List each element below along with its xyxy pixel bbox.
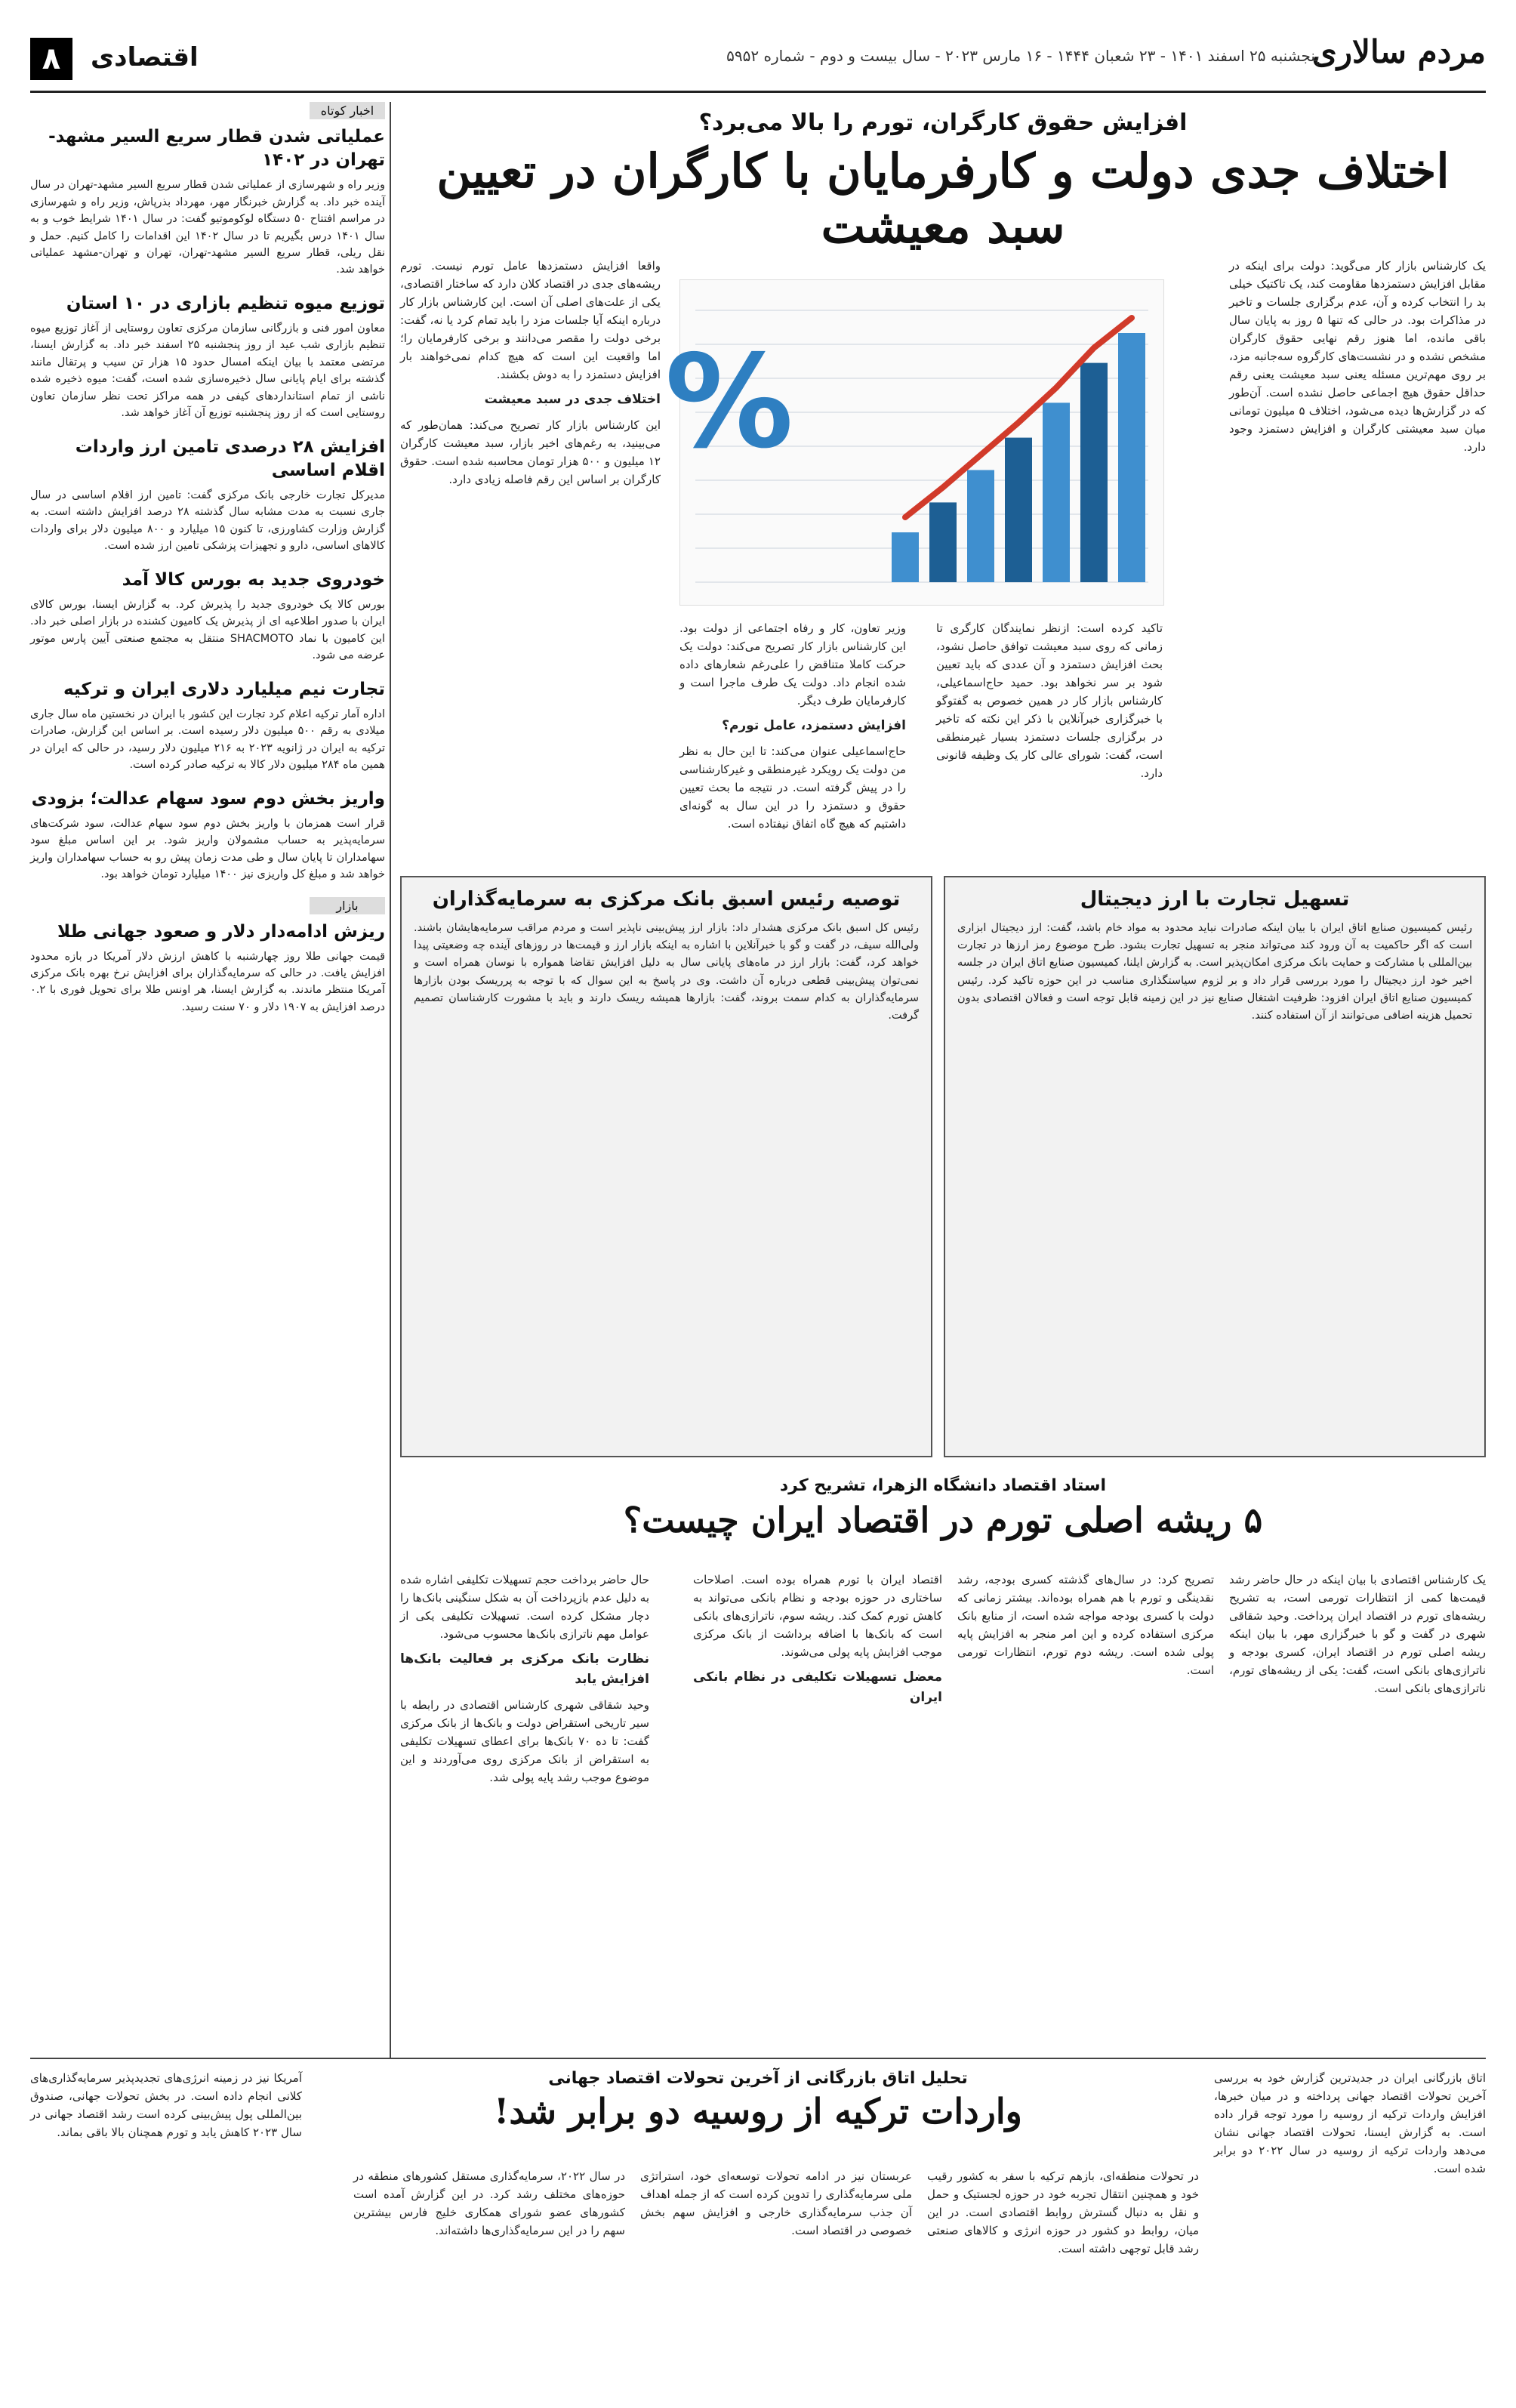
- bottom-column-4: [353, 2167, 625, 2240]
- side-story-body: قیمت جهانی طلا روز چهارشنبه با کاهش ارزش دلار آمریکا در بازه محدود افزایش یافت. در حالی که سرمایه‌گذاران برای افزایش نرخ بهره بانک مرکزی آمریکا منتظر ماندند. به گزارش ایسنا، هر اونس طلا برای تحویل فوری با ۰.۲ درصد افزایش به ۱۹۰۷ دلار و ۷۰ سنت رسید.: [30, 950, 385, 1013]
- chart-bar: [1005, 438, 1032, 582]
- lead-subhead: اختلاف جدی در سبد معیشت: [484, 392, 661, 407]
- side-story: [30, 436, 385, 555]
- feature-subhead: نظارت بانک مرکزی بر فعالیت بانک‌ها افزایش یابد: [400, 1651, 649, 1688]
- bottom-paragraph: در تحولات منطقه‌ای، بازهم ترکیه با سفر به کشور رقیب خود و همچنین انتقال تجربه خود در حوزه لجستیک و حمل و نقل به دنبال گسترش روابط اقتصادی است. در این میان، روابط دو کشور در حوزه انرژی و کالاهای صنعتی رشد قابل توجهی داشته است.: [927, 2169, 1199, 2255]
- feature-paragraph: حال حاضر برداخت حجم تسهیلات تکلیفی اشاره شده به دلیل عدم بازپرداخت آن به شکل سنگینی بانک‌ها را دچار مشکل کرده است. تسهیلات تکلیفی یکی از عوامل مهم ناترازی بانک‌ها محسوب می‌شود.: [400, 1573, 649, 1641]
- lead-column-1: [1229, 257, 1486, 456]
- lead-column-2: [400, 257, 661, 489]
- box-title: تسهیل تجارت با ارز دیجیتال: [1080, 888, 1350, 911]
- bottom-paragraph: عربستان نیز در ادامه تحولات توسعه‌ای خود، استراتژی ملی سرمایه‌گذاری را تدوین کرده است که از جمله اهداف آن جذب سرمایه‌گذاری خارجی و افزایش سهم بخش خصوصی در اقتصاد است.: [640, 2169, 912, 2237]
- feature-paragraph: تصریح کرد: در سال‌های گذشته کسری بودجه، رشد نقدینگی و تورم با هم همراه بوده‌اند. بیشتر زمانی که دولت با کسری بودجه مواجه شده است، از منابع بانک مرکزی استفاده کرده و این امر منجر به افزایش پایه پولی شده است. ریشه دوم تورم، انتظارات تورمی است.: [957, 1573, 1214, 1677]
- lead-headline: اختلاف جدی دولت و کارفرمایان با کارگران در تعیین سبد معیشت: [436, 143, 1450, 254]
- masthead: [30, 30, 1486, 93]
- bottom-paragraph: در سال ۲۰۲۲، سرمایه‌گذاری مستقل کشورهای منطقه در حوزه‌های مختلف رشد کرد. در این گزارش آمده است کشورهای عضو شورای همکاری خلیج فارس بیشترین سهم را در این سرمایه‌گذاری‌ها داشته‌اند.: [353, 2169, 625, 2237]
- chart-bar: [929, 502, 957, 582]
- feature-paragraph: یک کارشناس اقتصادی با بیان اینکه در حال حاضر رشد قیمت‌ها کمی از انتظارات تورمی است، به تشریح ریشه‌های تورم در اقتصاد ایران پرداخت. وحید شقاقی شهری در گفت و گو با خبرگزاری مهر، با بیان اینکه ریشه اصلی تورم در اقتصاد ایران، کسری بودجه و ناترازی‌های بانکی است، گفت: یکی از ریشه‌های تورم، ناترازی‌های بانکی است.: [1229, 1573, 1486, 1695]
- chart-bar: [967, 470, 994, 583]
- bottom-kicker: تحلیل اتاق بازرگانی از آخرین تحولات اقتصاد جهانی: [548, 2069, 968, 2088]
- central-bank-advice-box: [400, 876, 932, 1457]
- feature-paragraph: اقتصاد ایران با تورم همراه بوده است. اصلاحات ساختاری در حوزه بودجه و نظام بانکی می‌تواند به کاهش تورم کمک کند. ریشه سوم، ناترازی‌های بانکی است که بانک‌ها با اضافه برداشت از بانک مرکزی موجب افزایش پایه پولی می‌شوند.: [693, 1573, 942, 1659]
- side-story-title: توزیع میوه تنظیم بازاری در ۱۰ استان: [66, 293, 385, 313]
- side-story-body: وزیر راه و شهرسازی از عملیاتی شدن قطار سریع السیر مشهد-تهران در سال آینده خبر داد. به گزارش خبرنگار مهر، مهرداد بذرپاش، وزیر راه و شهرسازی در مراسم افتتاح ۵۰ دستگاه لوکوموتیو گفت: در سال ۱۴۰۱ شرایط خوب و به سال ۱۴۰۱ درس بگیریم تا در سال ۱۴۰۲ این اقدامات را کامل کنیم. حمل و نقل ریلی، قطار سریع السیر مشهد-تهران، تهران و تهران-مشهد عملیاتی خواهد شد.: [30, 179, 386, 276]
- side-story-body: بورس کالا یک خودروی جدید را پذیرش کرد. به گزارش ایسنا، بورس کالای ایران با صدور اطلاعیه ای از پذیرش یک کامیون کشنده در بازار اصلی خبر داد. این کامیون با نماد SHACMOTO منتقل به مجتمع صنعتی آیین پارس موتور عرضه می شود.: [30, 598, 386, 662]
- feature-column-4: [400, 1571, 649, 1787]
- percent-icon: %: [664, 328, 793, 477]
- feature-subhead: معضل تسهیلات تکلیفی در نظام بانکی ایران: [693, 1670, 942, 1706]
- side-story-body: قرار است همزمان با واریز بخش دوم سود سهام عدالت، سود شرکت‌های سرمایه‌پذیر به حساب مشمولان واریز شود. بر این اساس مبلغ سود سهامداران تا پایان سال و طی مدت زمان پیش رو به حساب سهامداران واریز خواهد شد و مبلغ کل واریزی نیز ۱۴۰۰ میلیارد تومان خواهد بود.: [30, 817, 385, 881]
- chart-bar: [1118, 333, 1145, 582]
- side-story-title: واریز بخش دوم سود سهام عدالت؛ بزودی: [31, 788, 385, 809]
- side-story: [30, 125, 385, 279]
- side-story: [30, 788, 385, 883]
- section-title: اقتصادی: [91, 42, 199, 72]
- side-story: [30, 678, 385, 774]
- lead-paragraph: وزیر تعاون، کار و رفاه اجتماعی از دولت بود. این کارشناس بازار کار تصریح می‌کند: دولت یک حرکت کاملا متناقض را علی‌رغم شعارهای داده شده انجام داد. دولت یک طرف ماجرا است و کارفرمایان طرف دیگر.: [679, 621, 906, 708]
- side-story-title: عملیاتی شدن قطار سریع السیر مشهد-تهران در ۱۴۰۲: [48, 127, 385, 171]
- chart-bar: [1080, 363, 1108, 582]
- side-story-body: مدیرکل تجارت خارجی بانک مرکزی گفت: تامین ارز اقلام اساسی در سال جاری نسبت به مدت مشابه سال گذشته ۲۸ درصد افزایش داشته است. به گزارش وزارت کشاورزی، تا کنون ۱۵ میلیارد و ۸۰۰ میلیون دلار برای واردات کالاهای اساسی، دارو و تجهیزات پزشکی تامین ارز شده است.: [30, 489, 386, 553]
- bottom-column-5: [30, 2069, 302, 2141]
- side-story: [30, 920, 385, 1016]
- side-story-title: افزایش ۲۸ درصدی تامین ارز واردات اقلام اساسی: [75, 436, 385, 480]
- side-story-body: اداره آمار ترکیه اعلام کرد تجارت این کشور با ایران در نخستین ماه سال جاری میلادی به رقم ۵۰۰ میلیون دلار رسیده است. بر اساس این گزارش، صادرات ترکیه به ایران در ژانویه ۲۰۲۳ به ۲۱۶ میلیون دلار رسید، در حالی که ایران در همین ماه ۲۸۴ میلیون دلار کالا به ترکیه صادر کرده است.: [30, 708, 385, 772]
- bottom-column-2: [927, 2167, 1199, 2258]
- chart-svg: [664, 280, 1163, 605]
- lead-column-4: [936, 619, 1163, 782]
- lead-paragraph: این کارشناس بازار کار تصریح می‌کند: همان‌طور که می‌بینید، به رغم‌های اخیر بازار، سبد معیشت کارگران ۱۲ میلیون و ۵۰۰ هزار تومان محاسبه شده است. حقوق کارگران بر اساس این رقم فاصله زیادی دارد.: [400, 418, 661, 487]
- lead-paragraph: تاکید کرده است: ازنظر نمایندگان کارگری تا زمانی که روی سبد معیشت توافق حاصل نشود، بحث افزایش دستمزد و آن عددی که باید تعیین شود بر سر نخواهد بود. حمید حاج‌اسماعیلی، کارشناس بازار کار در همین خصوص به گفتوگو با خبرگزاری خبرآنلاین با ذکر این نکته که تاخیر در برگزاری جلسات دستمزد بسیار غیرمنطقی است، گفت: شورای عالی کار یک وظیفه قانونی دارد.: [936, 621, 1163, 780]
- side-story-title: تجارت نیم میلیارد دلاری ایران و ترکیه: [63, 679, 385, 699]
- bottom-column-1: [1214, 2069, 1486, 2178]
- lead-paragraph: حاج‌اسماعیلی عنوان می‌کند: تا این حال به نظر من دولت یک رویکرد غیرمنطقی و غیرکارشناسی را در پیش گرفته است. در نتیجه ما بحث تعیین حقوق و دستمزد را در این سال به گونه‌ای داشتیم که هیچ گاه اتفاق نیفتاده است.: [679, 745, 906, 831]
- issue-line: پنجشنبه ۲۵ اسفند ۱۴۰۱ - ۲۳ شعبان ۱۴۴۴ - ۱۶ مارس ۲۰۲۳ - سال بیست و دوم - شماره ۵۹۵۲: [726, 47, 1320, 65]
- feature-kicker: استاد اقتصاد دانشگاه الزهرا، تشریح کرد: [779, 1476, 1107, 1495]
- feature-column-3: [693, 1571, 942, 1714]
- bottom-paragraph: اتاق بازرگانی ایران در جدیدترین گزارش خود به بررسی آخرین تحولات اقتصاد جهانی پرداخته و در میان خبرها، افزایش واردات ترکیه از روسیه را مورد توجه قرار داده است. به گزارش ایسنا، تحولات اقتصاد جهانی نشان می‌دهد واردات ترکیه از روسیه در سال ۲۰۲۲ دو برابر شده است.: [1214, 2071, 1487, 2175]
- feature-paragraph: وحید شقاقی شهری کارشناس اقتصادی در رابطه با سیر تاریخی استقراض دولت و بانک‌ها از بانک مرکزی گفت: تا ده ۷۰ بانک‌ها برای اعطای تسهیلات تکلیفی به استقراض از بانک مرکزی روی می‌آوردند و این موضوع موجب رشد پایه پولی شد.: [400, 1698, 649, 1785]
- feature-headline: ۵ ریشه اصلی تورم در اقتصاد ایران چیست؟: [623, 1500, 1263, 1540]
- box-body: رئیس کمیسیون صنایع اتاق ایران با بیان اینکه صادرات نباید محدود به مواد خام باشد، گفت: ارز دیجیتال ابزاری است که اگر حاکمیت به آن ورود کند می‌تواند منجر به تسهیل تجارت بشود. طرح موضوع رمز ارزها در تجارت بین‌المللی با مشارکت و حمایت بانک مرکزی امکان‌پذیر است. به گزارش ایلنا، کمیسیون صنایع اتاق ایران در جلسه اخیر خود ارز دیجیتال را مورد بررسی قرار داد و بر لزوم سیاستگذاری مناسب در این حوزه تاکید کرد. رئیس کمیسیون صنایع اتاق ایران افزود: ظرفیت اشتغال صنایع نیز در این زمینه قابل توجه است و فعالان اقتصادی بدون تحمیل هزینه اضافی می‌توانند از آن استفاده کنند.: [957, 922, 1472, 1022]
- news-tag: اخبار کوتاه: [310, 102, 385, 119]
- side-story: [30, 569, 385, 664]
- lead-paragraph: یک کارشناس بازار کار می‌گوید: دولت برای اینکه در مقابل افزایش دستمزدها مقاومت کند، یک تاکتیک خیلی بد را انتخاب کرده و آن، عدم برگزاری جلسات و تاخیر در مذاکرات بود. در حالی که تنها ۵ روز به پایان سال باقی مانده، اما هنوز رقم نهایی حقوق کارگران مشخص نشده و در نشست‌های کارگروه سه‌جانبه مزد، بر روی مهم‌ترین مسئله یعنی سبد معیشت یعنی رقم حداقل حقوق هیچ اجماعی حاصل نشده است. آن‌طور که در گزارش‌ها دیده می‌شود، اختلاف ۵ میلیون تومانی میان سبد معیشتی کارگران و افزایش دستمزد وجود دارد.: [1229, 259, 1487, 454]
- chart-bar: [892, 532, 919, 582]
- side-story-title: خودروی جدید به بورس کالا آمد: [122, 569, 385, 590]
- chart-bar: [1043, 402, 1070, 582]
- side-story-body: معاون امور فنی و بازرگانی سازمان مرکزی تعاون روستایی از آغاز توزیع میوه تنظیم بازاری شب عید از روز پنجشنبه ۲۵ اسفند خبر داد. به گزارش ایسنا، مرتضی معتمد با بیان اینکه امسال حدود ۱۵ هزار تن سیب و پرتقال مانند گذشته برای ایام پایانی سال ذخیره‌سازی شده است، گفت: میوه ذخیره شده ناشی از تمام استانداردهای کیفی در همه مراکز تحت نظر سازمان تعاون روستایی است که از روز پنجشنبه توزیع آن آغاز خواهد شد.: [30, 322, 385, 420]
- page-number: ۸: [30, 38, 72, 80]
- side-story-title: ریزش ادامه‌دار دلار و صعود جهانی طلا: [57, 921, 385, 942]
- lead-column-3: [679, 619, 906, 833]
- bottom-column-3: [640, 2167, 912, 2240]
- side-story: [30, 292, 385, 422]
- sidebar: [30, 102, 385, 2065]
- sidebar-divider: [390, 102, 391, 2058]
- lead-paragraph: واقعا افزایش دستمزدها عامل تورم نیست. تورم ریشه‌های جدی در اقتصاد کلان دارد که ساختار اقتصادی، یکی از علت‌های اصلی آن است. این کارشناس بازار کار درباره اینکه آیا جلسات مزد را باید تمام کرد یا نه، گفت: برخی دولت را مقصر می‌دانند و برخی کارفرمایان را؛ اما واقعیت این است که هیچ کدام نمی‌خواهند بار افزایش دستمزد را به دوش بکشند.: [400, 259, 661, 381]
- percent-chart-illustration: [664, 279, 1164, 606]
- lead-subhead: افزایش دستمزد، عامل تورم؟: [722, 718, 906, 733]
- bottom-headline: واردات ترکیه از روسیه دو برابر شد!: [494, 2091, 1022, 2132]
- lead-story: [400, 102, 1486, 270]
- feature-column-2: [957, 1571, 1214, 1679]
- chart-bars: [892, 333, 1145, 582]
- box-body: رئیس کل اسبق بانک مرکزی هشدار داد: بازار ارز پیش‌بینی ناپذیر است و مردم مراقب سرمایه‌هایشان باشند. ولی‌الله سیف، در گفت و گو با خبرآنلاین با اشاره به اینکه بازار ارز و قیمت‌ها در روزهای آینده چه وضعیتی پیدا خواهد کرد، گفت: بازار ارز در ماه‌های پایانی سال به دلیل افزایش تقاضا همواره با نوسان همراه است و نمی‌توان پیش‌بینی قطعی درباره آن داشت. وی در پاسخ به این سوال که با توجه به پرریسک بودن بازارها سرمایه‌گذاران به کدام سمت بروند، گفت: بازارها همیشه ریسک دارند و باید با مشورت کارشناسان تصمیم گرفت.: [414, 922, 919, 1022]
- inflation-feature: [400, 1476, 1486, 1552]
- box-title: توصیه رئیس اسبق بانک مرکزی به سرمایه‌گذاران: [432, 888, 901, 911]
- lead-kicker: افزایش حقوق کارگران، تورم را بالا می‌برد؟: [698, 109, 1188, 136]
- digital-currency-box: [944, 876, 1486, 1457]
- newspaper-logo: مردم سالاری: [1311, 33, 1486, 70]
- market-tag: بازار: [310, 897, 385, 914]
- feature-column-1: [1229, 1571, 1486, 1697]
- bottom-paragraph: آمریکا نیز در زمینه انرژی‌های تجدیدپذیر سرمایه‌گذاری‌های کلانی انجام داده است. در بخش تحولات جهانی، صندوق بین‌المللی پول پیش‌بینی کرده است رشد اقتصاد جهانی در سال ۲۰۲۳ کاهش یابد و تورم همچنان بالا باقی بماند.: [30, 2071, 302, 2139]
